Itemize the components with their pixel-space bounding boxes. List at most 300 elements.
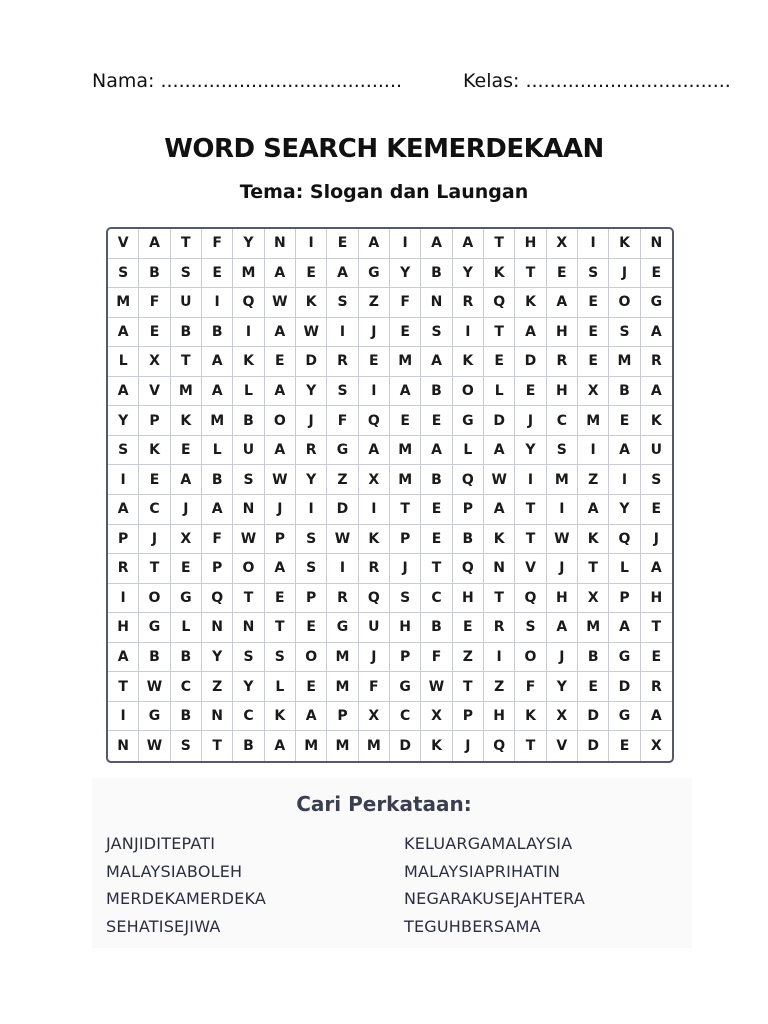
grid-cell[interactable]: B xyxy=(171,643,202,673)
grid-cell[interactable]: A xyxy=(265,259,296,289)
grid-cell[interactable]: A xyxy=(108,318,139,348)
grid-cell[interactable]: K xyxy=(233,347,264,377)
grid-cell[interactable]: W xyxy=(547,525,578,555)
grid-cell[interactable]: I xyxy=(453,318,484,348)
grid-cell[interactable]: A xyxy=(171,465,202,495)
grid-cell[interactable]: F xyxy=(202,525,233,555)
grid-cell[interactable]: W xyxy=(296,318,327,348)
grid-cell[interactable]: P xyxy=(296,584,327,614)
grid-cell[interactable]: D xyxy=(390,731,421,761)
grid-cell[interactable]: H xyxy=(547,318,578,348)
grid-cell[interactable]: E xyxy=(578,672,609,702)
grid-cell[interactable]: S xyxy=(108,259,139,289)
grid-cell[interactable]: L xyxy=(484,377,515,407)
grid-cell[interactable]: X xyxy=(547,229,578,259)
grid-cell[interactable]: S xyxy=(233,465,264,495)
grid-cell[interactable]: Z xyxy=(359,288,390,318)
grid-cell[interactable]: E xyxy=(202,259,233,289)
grid-cell[interactable]: H xyxy=(547,584,578,614)
grid-cell[interactable]: E xyxy=(421,406,452,436)
grid-cell[interactable]: X xyxy=(139,347,170,377)
grid-cell[interactable]: T xyxy=(484,229,515,259)
grid-cell[interactable]: E xyxy=(171,436,202,466)
grid-cell[interactable]: I xyxy=(609,465,640,495)
grid-cell[interactable]: P xyxy=(108,525,139,555)
grid-cell[interactable]: E xyxy=(139,465,170,495)
grid-cell[interactable]: E xyxy=(421,525,452,555)
grid-cell[interactable]: S xyxy=(233,643,264,673)
grid-cell[interactable]: N xyxy=(233,613,264,643)
grid-cell[interactable]: L xyxy=(453,436,484,466)
grid-cell[interactable]: O xyxy=(515,643,546,673)
grid-cell[interactable]: L xyxy=(265,672,296,702)
grid-cell[interactable]: Q xyxy=(202,584,233,614)
grid-cell[interactable]: A xyxy=(108,377,139,407)
grid-cell[interactable]: N xyxy=(233,495,264,525)
grid-cell[interactable]: J xyxy=(359,643,390,673)
grid-cell[interactable]: E xyxy=(296,672,327,702)
grid-cell[interactable]: Y xyxy=(547,672,578,702)
grid-cell[interactable]: K xyxy=(641,406,672,436)
grid-cell[interactable]: R xyxy=(641,347,672,377)
grid-cell[interactable]: T xyxy=(171,229,202,259)
grid-cell[interactable]: Q xyxy=(484,288,515,318)
grid-cell[interactable]: W xyxy=(139,672,170,702)
grid-cell[interactable]: V xyxy=(547,731,578,761)
grid-cell[interactable]: U xyxy=(359,613,390,643)
grid-cell[interactable]: A xyxy=(641,318,672,348)
grid-cell[interactable]: I xyxy=(484,643,515,673)
grid-cell[interactable]: F xyxy=(359,672,390,702)
grid-cell[interactable]: X xyxy=(650,738,662,755)
grid-cell[interactable]: A xyxy=(484,436,515,466)
grid-cell[interactable]: P xyxy=(202,554,233,584)
grid-cell[interactable]: Z xyxy=(453,643,484,673)
grid-cell[interactable]: S xyxy=(421,318,452,348)
grid-cell[interactable]: M xyxy=(108,288,139,318)
grid-cell[interactable]: M xyxy=(390,436,421,466)
grid-cell[interactable]: B xyxy=(233,731,264,761)
grid-cell[interactable]: M xyxy=(390,347,421,377)
grid-cell[interactable]: X xyxy=(359,465,390,495)
grid-cell[interactable]: N xyxy=(641,229,672,259)
grid-cell[interactable]: F xyxy=(515,672,546,702)
grid-cell[interactable]: B xyxy=(202,465,233,495)
grid-cell[interactable]: E xyxy=(515,377,546,407)
grid-cell[interactable]: Q xyxy=(453,554,484,584)
grid-cell[interactable]: A xyxy=(202,347,233,377)
grid-cell[interactable]: G xyxy=(609,643,640,673)
grid-cell[interactable]: X xyxy=(578,377,609,407)
grid-cell[interactable]: S xyxy=(296,554,327,584)
grid-cell[interactable]: Z xyxy=(202,672,233,702)
grid-cell[interactable]: A xyxy=(296,702,327,732)
grid-cell[interactable]: E xyxy=(547,259,578,289)
grid-cell[interactable]: T xyxy=(515,731,546,761)
grid-cell[interactable]: I xyxy=(108,702,139,732)
grid-cell[interactable]: G xyxy=(327,436,358,466)
grid-cell[interactable]: B xyxy=(139,643,170,673)
grid-cell[interactable]: T xyxy=(421,554,452,584)
grid-cell[interactable]: R xyxy=(327,347,358,377)
grid-cell[interactable]: K xyxy=(296,288,327,318)
grid-cell[interactable]: V xyxy=(139,377,170,407)
grid-cell[interactable]: B xyxy=(609,377,640,407)
grid-cell[interactable]: B xyxy=(453,525,484,555)
grid-cell[interactable]: M xyxy=(390,465,421,495)
grid-cell[interactable]: Y xyxy=(233,672,264,702)
grid-cell[interactable]: K xyxy=(139,436,170,466)
grid-cell[interactable]: O xyxy=(296,643,327,673)
grid-cell[interactable]: B xyxy=(421,465,452,495)
grid-cell[interactable]: F xyxy=(390,288,421,318)
grid-cell[interactable]: M xyxy=(327,672,358,702)
grid-cell[interactable]: K xyxy=(265,702,296,732)
grid-cell[interactable]: Y xyxy=(296,377,327,407)
grid-cell[interactable]: P xyxy=(609,584,640,614)
grid-cell[interactable]: G xyxy=(453,406,484,436)
grid-cell[interactable]: G xyxy=(641,288,672,318)
grid-cell[interactable]: K xyxy=(515,288,546,318)
grid-cell[interactable]: S xyxy=(296,525,327,555)
grid-cell[interactable]: E xyxy=(578,318,609,348)
grid-cell[interactable]: E xyxy=(609,731,640,761)
grid-cell[interactable]: K xyxy=(359,525,390,555)
grid-cell[interactable]: H xyxy=(453,584,484,614)
grid-cell[interactable]: A xyxy=(484,495,515,525)
grid-cell[interactable]: M xyxy=(233,259,264,289)
grid-cell[interactable]: O xyxy=(233,554,264,584)
grid-cell[interactable]: Z xyxy=(484,672,515,702)
grid-cell[interactable]: K xyxy=(515,702,546,732)
grid-cell[interactable]: A xyxy=(578,495,609,525)
grid-cell[interactable]: H xyxy=(641,584,672,614)
grid-cell[interactable]: Z xyxy=(578,465,609,495)
grid-cell[interactable]: Q xyxy=(609,525,640,555)
grid-cell[interactable]: D xyxy=(578,702,609,732)
grid-cell[interactable]: U xyxy=(233,436,264,466)
grid-cell[interactable]: R xyxy=(359,554,390,584)
grid-cell[interactable]: E xyxy=(390,318,421,348)
grid-cell[interactable]: X xyxy=(421,702,452,732)
grid-cell[interactable]: T xyxy=(202,731,233,761)
grid-cell[interactable]: A xyxy=(139,229,170,259)
grid-cell[interactable]: E xyxy=(296,613,327,643)
grid-cell[interactable]: A xyxy=(265,436,296,466)
grid-cell[interactable]: B xyxy=(202,318,233,348)
grid-cell[interactable]: Q xyxy=(359,584,390,614)
grid-cell[interactable]: R xyxy=(296,436,327,466)
grid-cell[interactable]: E xyxy=(578,288,609,318)
grid-cell[interactable]: S xyxy=(108,436,139,466)
grid-cell[interactable]: E xyxy=(327,229,358,259)
grid-cell[interactable]: R xyxy=(484,613,515,643)
grid-cell[interactable]: F xyxy=(202,229,233,259)
grid-cell[interactable]: Q xyxy=(453,465,484,495)
grid-cell[interactable]: W xyxy=(265,288,296,318)
grid-cell[interactable]: A xyxy=(421,436,452,466)
grid-cell[interactable]: F xyxy=(327,406,358,436)
grid-cell[interactable]: Y xyxy=(453,259,484,289)
grid-cell[interactable]: L xyxy=(108,347,139,377)
grid-cell[interactable]: I xyxy=(515,465,546,495)
grid-cell[interactable]: Y xyxy=(233,229,264,259)
grid-cell[interactable]: G xyxy=(139,702,170,732)
grid-cell[interactable]: R xyxy=(641,672,672,702)
grid-cell[interactable]: Y xyxy=(390,259,421,289)
grid-cell[interactable]: Z xyxy=(327,465,358,495)
grid-cell[interactable]: S xyxy=(327,288,358,318)
grid-cell[interactable]: W xyxy=(265,465,296,495)
grid-cell[interactable]: M xyxy=(296,731,327,761)
grid-cell[interactable]: I xyxy=(547,495,578,525)
grid-cell[interactable]: P xyxy=(265,525,296,555)
grid-cell[interactable]: E xyxy=(484,347,515,377)
grid-cell[interactable]: B xyxy=(578,643,609,673)
grid-cell[interactable]: E xyxy=(641,643,672,673)
grid-cell[interactable]: B xyxy=(171,318,202,348)
grid-cell[interactable]: H xyxy=(515,229,546,259)
grid-cell[interactable]: S xyxy=(547,436,578,466)
grid-cell[interactable]: N xyxy=(421,288,452,318)
grid-cell[interactable]: E xyxy=(453,613,484,643)
grid-cell[interactable]: T xyxy=(484,584,515,614)
grid-cell[interactable]: K xyxy=(609,229,640,259)
grid-cell[interactable]: T xyxy=(171,347,202,377)
grid-cell[interactable]: E xyxy=(421,495,452,525)
grid-cell[interactable]: O xyxy=(139,584,170,614)
grid-cell[interactable]: Y xyxy=(515,436,546,466)
grid-cell[interactable]: I xyxy=(359,377,390,407)
grid-cell[interactable]: S xyxy=(641,465,672,495)
grid-cell[interactable]: A xyxy=(202,495,233,525)
grid-cell[interactable]: G xyxy=(327,613,358,643)
grid-cell[interactable]: M xyxy=(547,465,578,495)
grid-cell[interactable]: C xyxy=(171,672,202,702)
grid-cell[interactable]: E xyxy=(578,347,609,377)
grid-cell[interactable]: J xyxy=(296,406,327,436)
grid-cell[interactable]: L xyxy=(233,377,264,407)
grid-cell[interactable]: I xyxy=(327,554,358,584)
grid-cell[interactable]: W xyxy=(484,465,515,495)
grid-cell[interactable]: C xyxy=(547,406,578,436)
grid-cell[interactable]: R xyxy=(453,288,484,318)
grid-cell[interactable]: P xyxy=(327,702,358,732)
grid-cell[interactable]: A xyxy=(390,377,421,407)
grid-cell[interactable]: S xyxy=(327,377,358,407)
grid-cell[interactable]: T xyxy=(139,554,170,584)
grid-cell[interactable]: T xyxy=(453,672,484,702)
grid-cell[interactable]: Y xyxy=(609,495,640,525)
grid-cell[interactable]: I xyxy=(296,495,327,525)
grid-cell[interactable]: B xyxy=(171,702,202,732)
grid-cell[interactable]: N xyxy=(484,554,515,584)
grid-cell[interactable]: N xyxy=(202,702,233,732)
grid-cell[interactable]: N xyxy=(202,613,233,643)
grid-cell[interactable]: A xyxy=(547,288,578,318)
grid-cell[interactable]: D xyxy=(327,495,358,525)
grid-cell[interactable]: A xyxy=(453,229,484,259)
grid-cell[interactable]: O xyxy=(609,288,640,318)
grid-cell[interactable]: S xyxy=(578,259,609,289)
grid-cell[interactable]: M xyxy=(578,613,609,643)
grid-cell[interactable]: H xyxy=(390,613,421,643)
grid-cell[interactable]: O xyxy=(453,377,484,407)
grid-cell[interactable]: C xyxy=(139,495,170,525)
grid-cell[interactable]: G xyxy=(359,259,390,289)
grid-cell[interactable]: M xyxy=(202,406,233,436)
grid-cell[interactable]: M xyxy=(359,731,390,761)
grid-cell[interactable]: S xyxy=(515,613,546,643)
grid-cell[interactable]: J xyxy=(139,525,170,555)
grid-cell[interactable]: R xyxy=(108,554,139,584)
grid-cell[interactable]: Q xyxy=(233,288,264,318)
grid-cell[interactable]: T xyxy=(515,525,546,555)
grid-cell[interactable]: T xyxy=(515,495,546,525)
grid-cell[interactable]: I xyxy=(202,288,233,318)
grid-cell[interactable]: K xyxy=(453,347,484,377)
grid-cell[interactable]: J xyxy=(453,731,484,761)
grid-cell[interactable]: T xyxy=(515,259,546,289)
grid-cell[interactable]: I xyxy=(296,229,327,259)
grid-cell[interactable]: A xyxy=(108,495,139,525)
grid-cell[interactable]: K xyxy=(484,259,515,289)
grid-cell[interactable]: E xyxy=(609,406,640,436)
grid-cell[interactable]: Y xyxy=(296,465,327,495)
grid-cell[interactable]: S xyxy=(265,643,296,673)
grid-cell[interactable]: I xyxy=(578,229,609,259)
grid-cell[interactable]: E xyxy=(641,495,672,525)
grid-cell[interactable]: C xyxy=(233,702,264,732)
grid-cell[interactable]: J xyxy=(547,643,578,673)
grid-cell[interactable]: D xyxy=(484,406,515,436)
grid-cell[interactable]: B xyxy=(421,259,452,289)
grid-cell[interactable]: F xyxy=(139,288,170,318)
grid-cell[interactable]: R xyxy=(327,584,358,614)
grid-cell[interactable]: T xyxy=(265,613,296,643)
grid-cell[interactable]: K xyxy=(171,406,202,436)
grid-cell[interactable]: E xyxy=(139,318,170,348)
grid-cell[interactable]: J xyxy=(609,259,640,289)
grid-cell[interactable]: J xyxy=(547,554,578,584)
grid-cell[interactable]: E xyxy=(359,347,390,377)
grid-cell[interactable]: I xyxy=(108,584,139,614)
grid-cell[interactable]: S xyxy=(171,259,202,289)
grid-cell[interactable]: I xyxy=(359,495,390,525)
grid-cell[interactable]: A xyxy=(421,347,452,377)
grid-cell[interactable]: T xyxy=(390,495,421,525)
grid-cell[interactable]: D xyxy=(578,731,609,761)
grid-cell[interactable]: C xyxy=(421,584,452,614)
grid-cell[interactable]: M xyxy=(609,347,640,377)
grid-cell[interactable]: W xyxy=(421,672,452,702)
grid-cell[interactable]: E xyxy=(641,259,672,289)
grid-cell[interactable]: A xyxy=(609,613,640,643)
grid-cell[interactable]: W xyxy=(139,731,170,761)
grid-cell[interactable]: J xyxy=(390,554,421,584)
grid-cell[interactable]: D xyxy=(296,347,327,377)
grid-cell[interactable]: H xyxy=(547,377,578,407)
grid-cell[interactable]: U xyxy=(171,288,202,318)
grid-cell[interactable]: N xyxy=(265,229,296,259)
grid-cell[interactable]: A xyxy=(265,377,296,407)
grid-cell[interactable]: B xyxy=(421,613,452,643)
grid-cell[interactable]: O xyxy=(265,406,296,436)
grid-cell[interactable]: S xyxy=(609,318,640,348)
grid-cell[interactable]: E xyxy=(390,406,421,436)
grid-cell[interactable]: D xyxy=(609,672,640,702)
grid-cell[interactable]: V xyxy=(515,554,546,584)
grid-cell[interactable]: X xyxy=(578,584,609,614)
grid-cell[interactable]: Q xyxy=(359,406,390,436)
grid-cell[interactable]: L xyxy=(609,554,640,584)
grid-cell[interactable]: P xyxy=(453,702,484,732)
grid-cell[interactable]: T xyxy=(233,584,264,614)
grid-cell[interactable]: J xyxy=(515,406,546,436)
grid-cell[interactable]: P xyxy=(390,525,421,555)
grid-cell[interactable]: G xyxy=(390,672,421,702)
grid-cell[interactable]: B xyxy=(139,259,170,289)
grid-cell[interactable]: J xyxy=(359,318,390,348)
grid-cell[interactable]: D xyxy=(515,347,546,377)
grid-cell[interactable]: A xyxy=(359,229,390,259)
grid-cell[interactable]: N xyxy=(108,731,139,761)
grid-cell[interactable]: W xyxy=(233,525,264,555)
grid-cell[interactable]: A xyxy=(609,436,640,466)
grid-cell[interactable]: G xyxy=(139,613,170,643)
grid-cell[interactable]: M xyxy=(327,643,358,673)
grid-cell[interactable]: Y xyxy=(108,406,139,436)
grid-cell[interactable]: G xyxy=(609,702,640,732)
grid-cell[interactable]: T xyxy=(641,613,672,643)
grid-cell[interactable]: Q xyxy=(515,584,546,614)
grid-cell[interactable]: A xyxy=(327,259,358,289)
grid-cell[interactable]: H xyxy=(108,613,139,643)
grid-cell[interactable]: A xyxy=(265,318,296,348)
grid-cell[interactable]: I xyxy=(390,229,421,259)
grid-cell[interactable]: V xyxy=(108,229,139,259)
grid-cell[interactable]: S xyxy=(171,731,202,761)
grid-cell[interactable]: S xyxy=(390,584,421,614)
grid-cell[interactable]: P xyxy=(390,643,421,673)
grid-cell[interactable]: A xyxy=(641,554,672,584)
grid-cell[interactable]: E xyxy=(265,347,296,377)
grid-cell[interactable]: M xyxy=(327,731,358,761)
grid-cell[interactable]: A xyxy=(641,377,672,407)
grid-cell[interactable]: M xyxy=(578,406,609,436)
grid-cell[interactable]: X xyxy=(359,702,390,732)
grid-cell[interactable]: X xyxy=(171,525,202,555)
grid-cell[interactable]: A xyxy=(202,377,233,407)
grid-cell[interactable]: M xyxy=(171,377,202,407)
grid-cell[interactable]: A xyxy=(359,436,390,466)
grid-cell[interactable]: J xyxy=(641,525,672,555)
grid-cell[interactable]: K xyxy=(484,525,515,555)
grid-cell[interactable]: E xyxy=(296,259,327,289)
grid-cell[interactable]: P xyxy=(453,495,484,525)
grid-cell[interactable]: A xyxy=(421,229,452,259)
grid-cell[interactable]: I xyxy=(108,465,139,495)
grid-cell[interactable]: T xyxy=(578,554,609,584)
grid-cell[interactable]: J xyxy=(171,495,202,525)
grid-cell[interactable]: E xyxy=(265,584,296,614)
grid-cell[interactable]: A xyxy=(265,731,296,761)
grid-cell[interactable]: C xyxy=(390,702,421,732)
grid-cell[interactable]: I xyxy=(233,318,264,348)
grid-cell[interactable]: T xyxy=(108,672,139,702)
grid-cell[interactable]: A xyxy=(265,554,296,584)
grid-cell[interactable]: P xyxy=(139,406,170,436)
